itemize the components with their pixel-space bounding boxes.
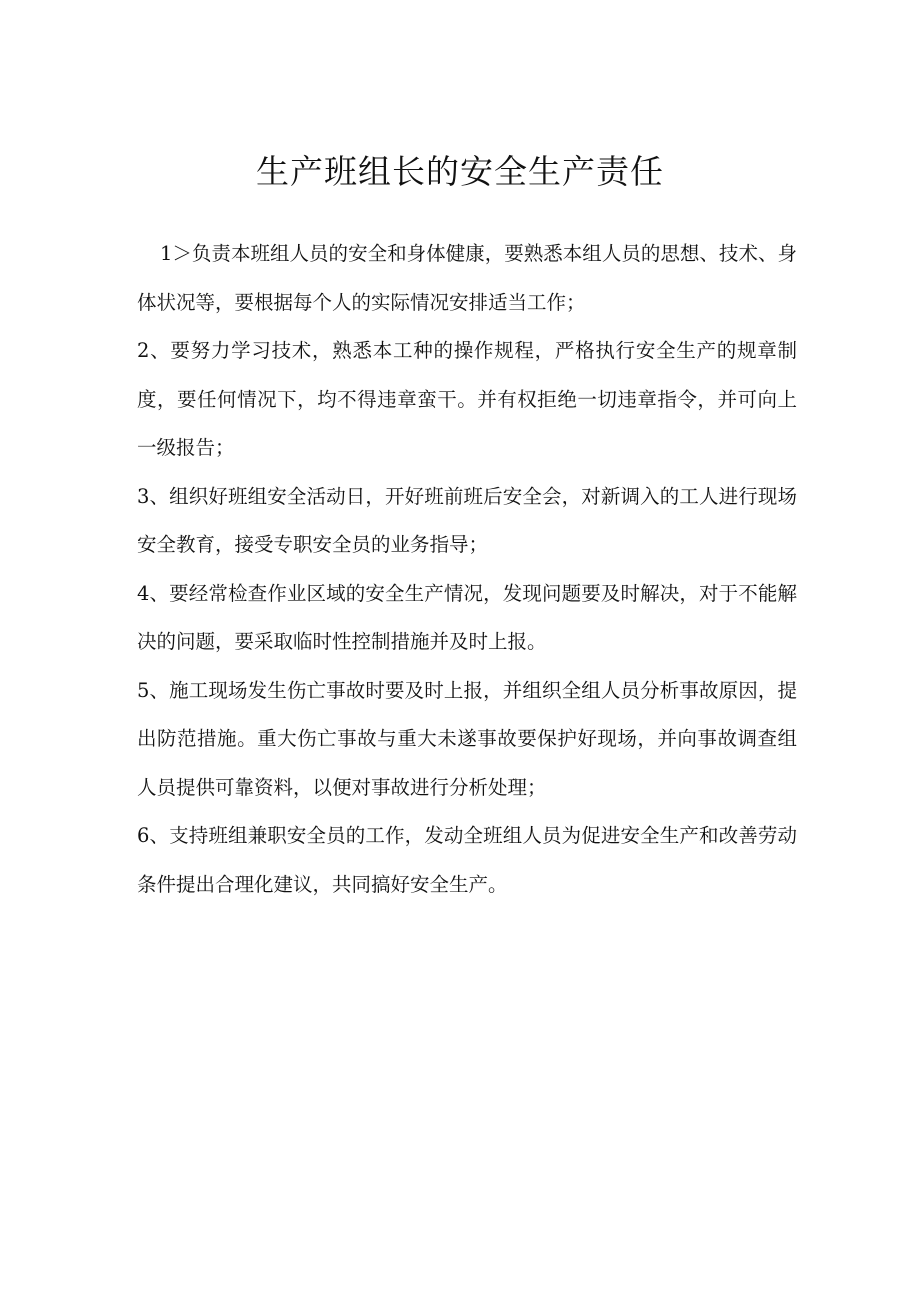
paragraph-6: 6、支持班组兼职安全员的工作，发动全班组人员为促进安全生产和改善劳动条件提出合理化建议，共同搞好安全生产。 — [137, 824, 797, 896]
document-body — [137, 230, 797, 909]
paragraph-5: 5、施工现场发生伤亡事故时要及时上报，并组织全组人员分析事故原因，提出防范措施。重大伤亡事故与重大未遂事故要保护好现场，并向事故调查组人员提供可靠资料，以便对事故进行分析处理； — [137, 678, 797, 799]
paragraph-4: 4、要经常检查作业区域的安全生产情况，发现问题要及时解决，对于不能解决的问题，要采取临时性控制措施并及时上报。 — [137, 581, 797, 653]
paragraph-3: 3、组织好班组安全活动日，开好班前班后安全会，对新调入的工人进行现场安全教育，接受专职安全员的业务指导； — [137, 484, 797, 556]
document-title: 生产班组长的安全生产责任 — [256, 152, 664, 191]
paragraph-1: 1＞负责本班组人员的安全和身体健康，要熟悉本组人员的思想、技术、身体状况等，要根据每个人的实际情况安排适当工作； — [137, 242, 797, 314]
paragraph-2: 2、要努力学习技术，熟悉本工种的操作规程，严格执行安全生产的规章制度，要任何情况下，均不得违章蛮干。并有权拒绝一切违章指令，并可向上一级报告； — [137, 339, 797, 459]
